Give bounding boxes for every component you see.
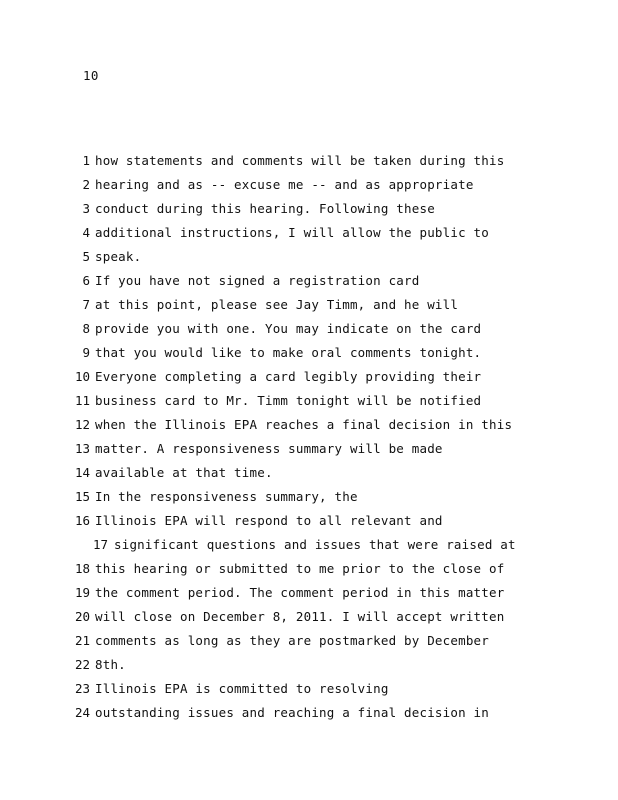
line-text: If you have not signed a registration card [95,273,420,288]
line-text: additional instructions, I will allow the public to [95,225,490,240]
line-text: this hearing or submitted to me prior to the close of [95,561,505,576]
line-number: 22 [74,657,90,672]
line-number: 23 [74,681,90,696]
line-number: 11 [74,393,90,408]
line-number: 5 [82,249,90,264]
line-number: 18 [74,561,90,576]
line-number: 21 [74,633,90,648]
transcript-line [0,343,618,363]
line-text: when the Illinois EPA reaches a final decision in this [95,417,513,432]
line-text: Everyone completing a card legibly providing their [95,369,482,384]
transcript-line [0,367,618,387]
transcript-line [0,295,618,315]
line-text: hearing and as -- excuse me -- and as appropriate [95,177,474,192]
transcript-line [0,535,618,555]
line-number: 20 [74,609,90,624]
line-text: that you would like to make oral comments tonight. [95,345,482,360]
line-number: 9 [82,345,90,360]
transcript-line [0,223,618,243]
line-text: Illinois EPA will respond to all relevant and [95,513,443,528]
line-number: 14 [74,465,90,480]
line-text: the comment period. The comment period in this matter [95,585,505,600]
line-number: 4 [82,225,90,240]
transcript-line [0,439,618,459]
transcript-line [0,463,618,483]
line-text: outstanding issues and reaching a final decision in [95,705,490,720]
page-number: 10 [83,68,99,83]
transcript-line [0,511,618,531]
transcript-line [0,391,618,411]
transcript-line [0,319,618,339]
transcript-line [0,151,618,171]
transcript-line [0,631,618,651]
line-text: significant questions and issues that were raised at [114,537,516,552]
line-number: 15 [74,489,90,504]
transcript-line [0,199,618,219]
line-text: comments as long as they are postmarked by December [95,633,490,648]
transcript-line [0,415,618,435]
line-number: 13 [74,441,90,456]
transcript-line [0,247,618,267]
line-number: 8 [82,321,90,336]
transcript-line [0,583,618,603]
line-number: 3 [82,201,90,216]
transcript-line [0,559,618,579]
line-number: 7 [82,297,90,312]
line-text: provide you with one. You may indicate on the card [95,321,482,336]
line-text: how statements and comments will be taken during this [95,153,505,168]
line-text: 8th. [95,657,126,672]
line-number: 10 [74,369,90,384]
line-number: 24 [74,705,90,720]
line-number: 12 [74,417,90,432]
transcript-line [0,679,618,699]
transcript-line [0,175,618,195]
line-text: In the responsiveness summary, the [95,489,358,504]
transcript-line [0,271,618,291]
line-number: 19 [74,585,90,600]
line-text: speak. [95,249,142,264]
line-text: Illinois EPA is committed to resolving [95,681,389,696]
line-number: 6 [82,273,90,288]
line-text: business card to Mr. Timm tonight will be notified [95,393,482,408]
transcript-line [0,607,618,627]
transcript-line [0,703,618,723]
line-text: matter. A responsiveness summary will be made [95,441,443,456]
line-text: conduct during this hearing. Following these [95,201,435,216]
line-number: 2 [82,177,90,192]
line-number: 16 [74,513,90,528]
line-number: 17 [92,537,108,552]
line-number: 1 [82,153,90,168]
transcript-line [0,655,618,675]
transcript-line [0,487,618,507]
line-text: at this point, please see Jay Timm, and he will [95,297,459,312]
line-text: will close on December 8, 2011. I will accept written [95,609,505,624]
line-text: available at that time. [95,465,273,480]
